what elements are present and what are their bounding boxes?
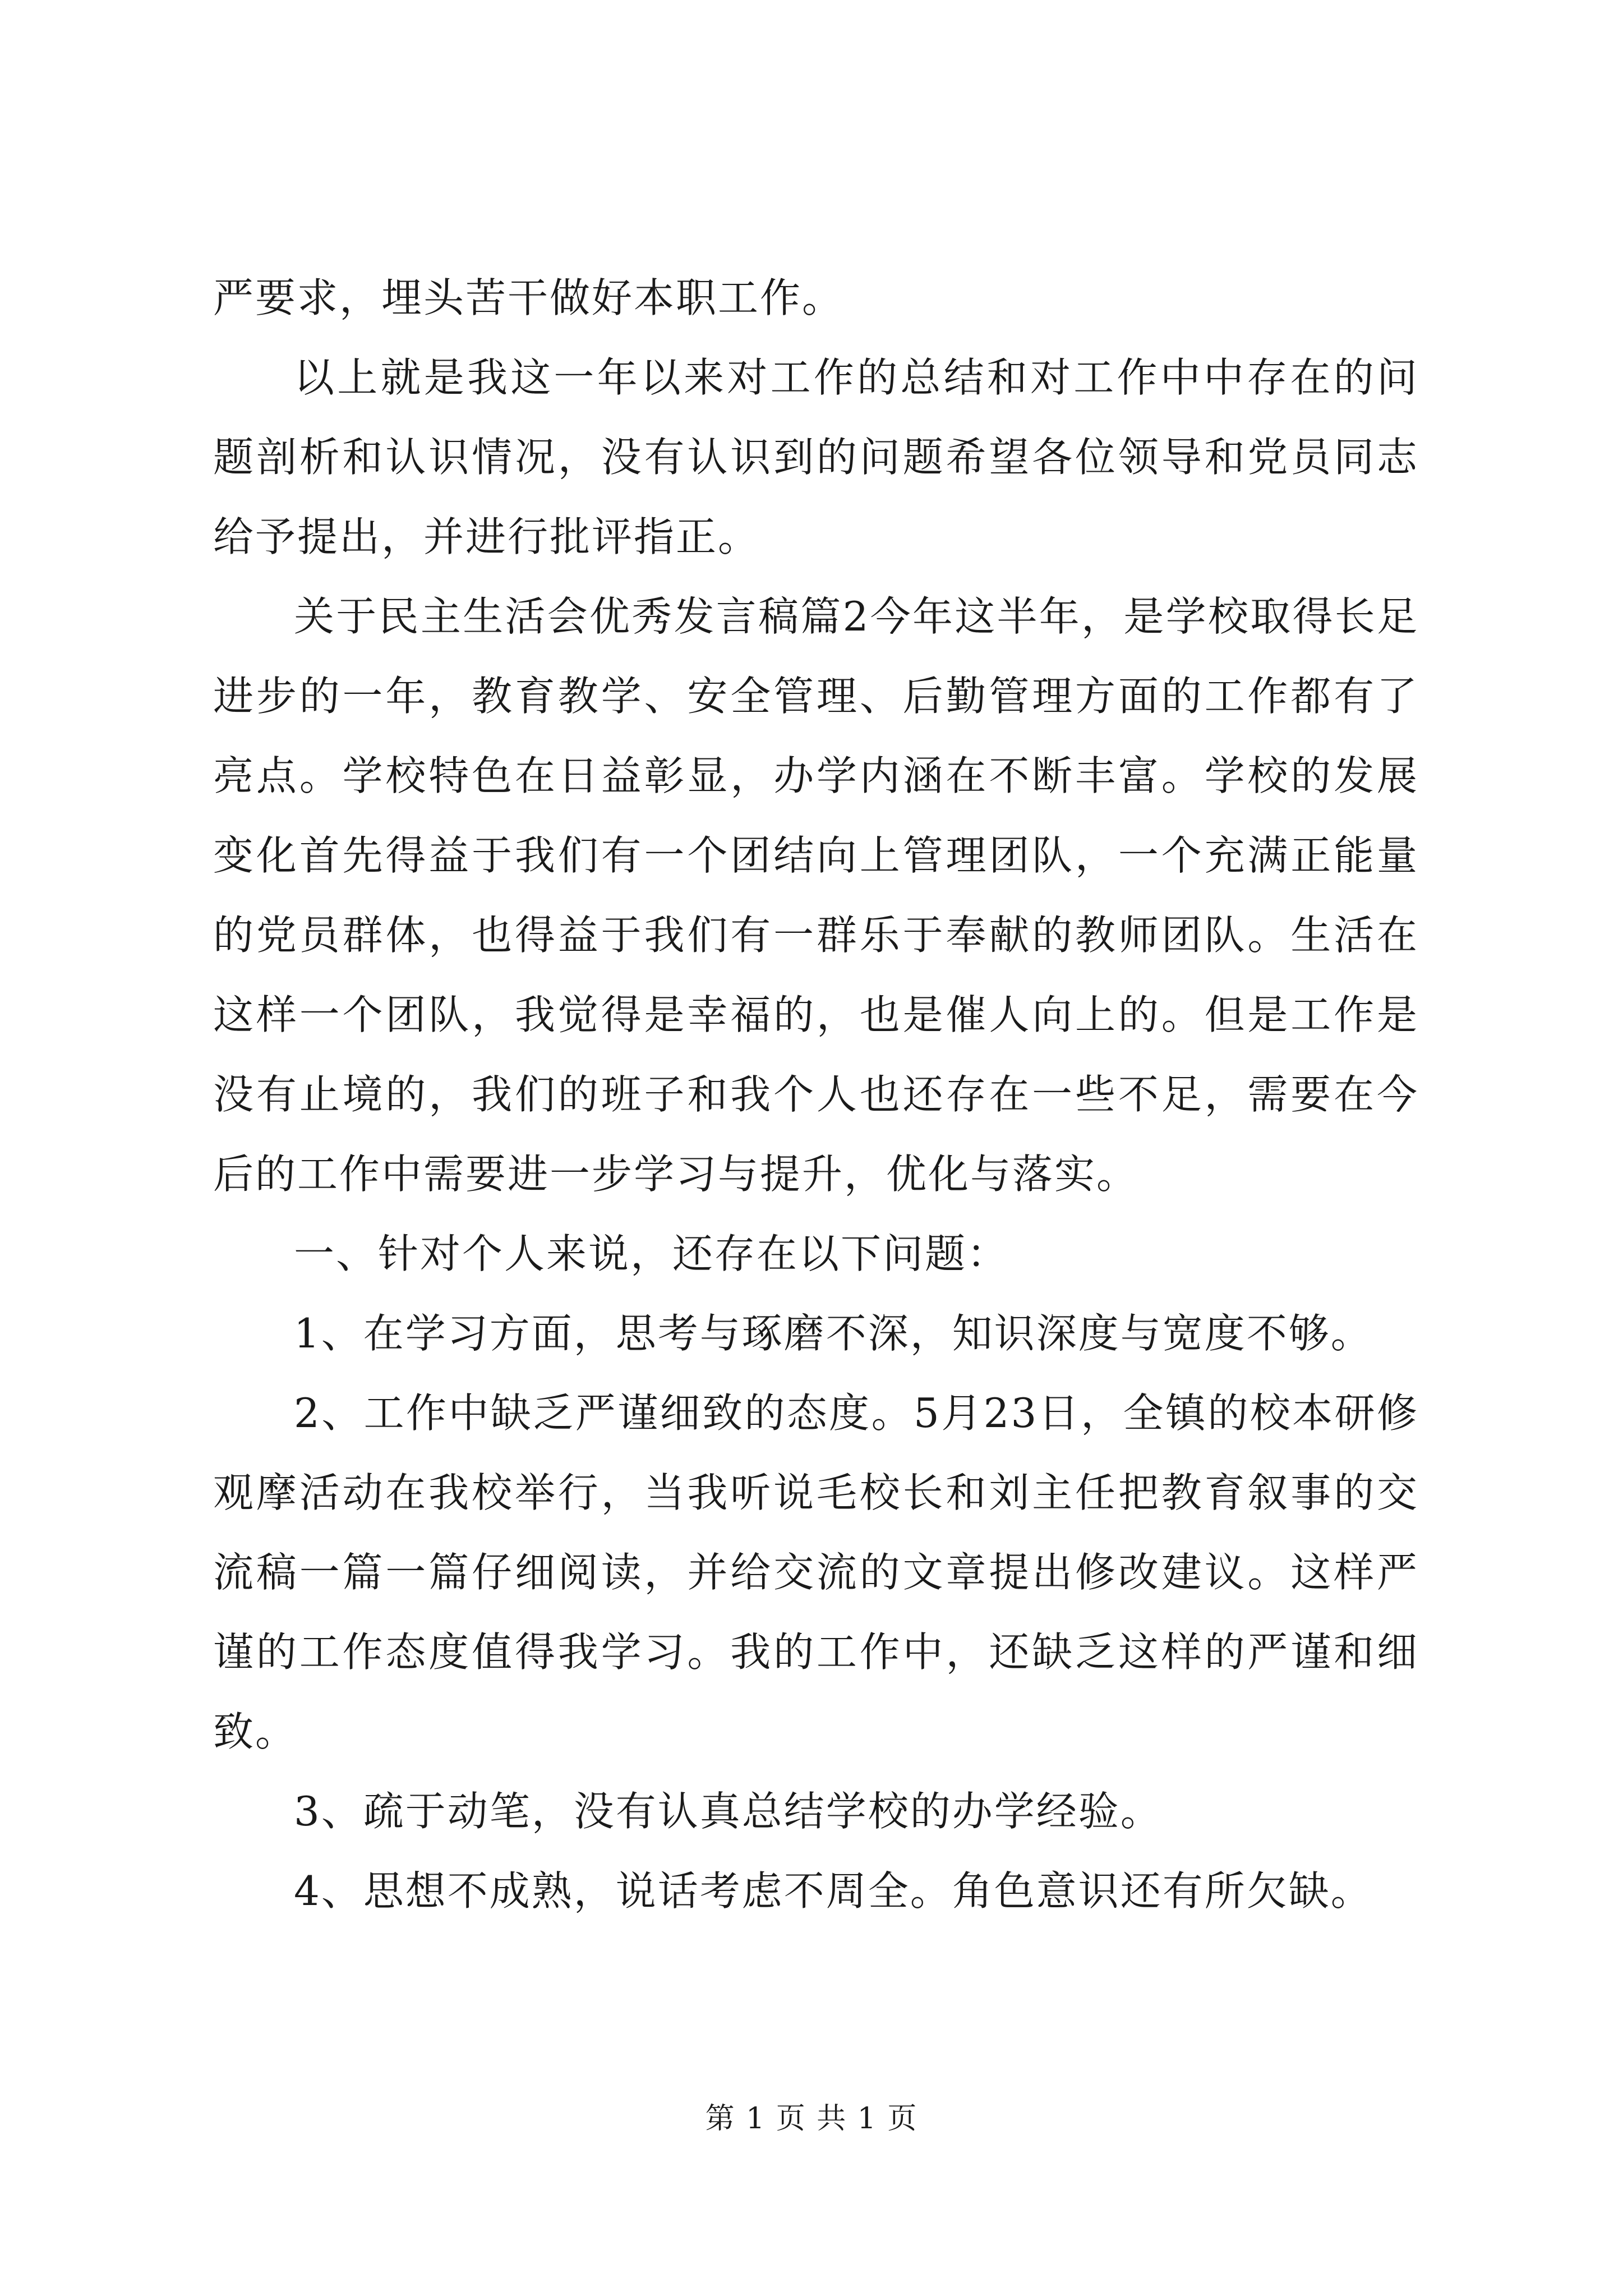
paragraph-3: 关于民主生活会优秀发言稿篇2今年这半年，是学校取得长足进步的一年，教育教学、安全管理、后勤管理方面的工作都有了亮点。学校特色在日益彰显，办学内涵在不断丰富。学校的发展变化首先得益于我们有一个团结向上管理团队，一个充满正能量的党员群体，也得益于我们有一群乐于奉献的教师团队。生活在这样一个团队，我觉得是幸福的，也是催人向上的。但是工作是没有止境的，我们的班子和我个人也还存在一些不足，需要在今后的工作中需要进一步学习与提升，优化与落实。 — [213, 593, 1419, 1198]
paragraph-1: 严要求，埋头苦干做好本职工作。 — [213, 274, 845, 321]
paragraph-7: 3、疏于动笔，没有认真总结学校的办学经验。 — [294, 1788, 1163, 1835]
page-number-footer: 第 1 页 共 1 页 — [705, 2102, 918, 2136]
paragraph-6: 2、工作中缺乏严谨细致的态度。5月23日，全镇的校本研修观摩活动在我校举行，当我听说毛校长和刘主任把教育叙事的交流稿一篇一篇仔细阅读，并给交流的文章提出修改建议。这样严谨的工作态度值得我学习。我的工作中，还缺乏这样的严谨和细致。 — [213, 1389, 1419, 1755]
paragraph-5: 1、在学习方面，思考与琢磨不深，知识深度与宽度不够。 — [294, 1310, 1373, 1357]
paragraph-2: 以上就是我这一年以来对工作的总结和对工作中中存在的问题剖析和认识情况，没有认识到的问题希望各位领导和党员同志给予提出，并进行批评指正。 — [213, 354, 1419, 560]
document-body — [213, 258, 1419, 1931]
paragraph-4: 一、针对个人来说，还存在以下问题： — [294, 1230, 1009, 1277]
paragraph-8: 4、思想不成熟，说话考虑不周全。角色意识还有所欠缺。 — [294, 1867, 1373, 1915]
